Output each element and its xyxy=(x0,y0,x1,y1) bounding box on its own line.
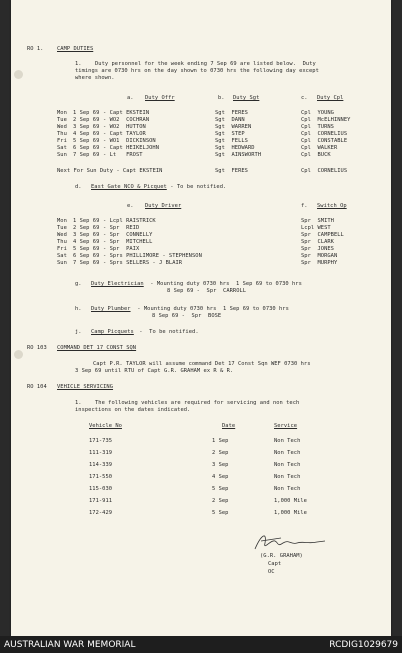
item-letter: j. xyxy=(75,329,82,335)
day: Mon xyxy=(57,218,67,224)
day: Wed xyxy=(57,232,67,238)
handwritten-signature xyxy=(251,529,331,555)
archive-name: AUSTRALIAN WAR MEMORIAL xyxy=(4,640,136,650)
col-head-switch-op: Switch Op xyxy=(317,203,347,209)
camp-picquets-title: Camp Picquets xyxy=(91,329,134,335)
date: 4 Sep 69 xyxy=(73,239,100,245)
switch-op: Lcpl WEST xyxy=(301,225,331,231)
date: 2 Sep xyxy=(212,498,229,504)
ro103-title: COMMAND DET 17 CONST SQN xyxy=(57,345,137,351)
date: 5 Sep 69 xyxy=(73,138,100,144)
ro103-number: RO 103 xyxy=(27,345,47,351)
switch-op: Spr SMITH xyxy=(301,218,334,224)
ro104-number: RO 104 xyxy=(27,384,47,390)
date: 3 Sep xyxy=(212,462,229,468)
para-text: where shown. xyxy=(75,75,115,81)
duty-sgt: Sgt DANN xyxy=(215,117,245,123)
duty-sgt: Sgt STEP xyxy=(215,131,245,137)
item-letter: h. xyxy=(75,306,82,312)
service: Non Tech xyxy=(274,450,301,456)
date: 6 Sep 69 xyxy=(73,145,100,151)
ro103-text: 3 Sep 69 until RTU of Capt G.R. GRAHAM ex R & R. xyxy=(75,368,234,374)
day: Sun xyxy=(57,260,67,266)
col-letter: c. xyxy=(301,95,308,101)
duty-driver: - Spr MITCHELL xyxy=(103,239,153,245)
vehicle-no: 114-339 xyxy=(89,462,113,468)
date: 3 Sep 69 xyxy=(73,232,100,238)
ro1-title: CAMP DUTIES xyxy=(57,46,94,52)
punch-hole xyxy=(14,70,23,79)
duty-sgt: Sgt FELLS xyxy=(215,138,248,144)
duty-plumber-title: Duty Plumber xyxy=(91,306,131,312)
duty-cpl: Cpl TURNS xyxy=(301,124,334,130)
date: 2 Sep xyxy=(212,450,229,456)
duty-offr: - Capt TAYLOR xyxy=(103,131,146,137)
vehicle-no: 171-550 xyxy=(89,474,113,480)
ro104-text: inspections on the dates indicated. xyxy=(75,407,191,413)
date: 4 Sep 69 xyxy=(73,131,100,137)
duty-electrician-title: Duty Electrician xyxy=(91,281,144,287)
archive-id: RCDIG1029679 xyxy=(329,640,398,650)
service: Non Tech xyxy=(274,438,301,444)
col-head-duty-cpl: Duty Cpl xyxy=(317,95,344,101)
vehicle-no: 115-030 xyxy=(89,486,113,492)
date: 1 Sep xyxy=(212,438,229,444)
duty-sgt: Sgt HEDWARD xyxy=(215,145,255,151)
date: 2 Sep 69 xyxy=(73,225,100,231)
vehicle-no: 171-735 xyxy=(89,438,113,444)
col-letter: f. xyxy=(301,203,308,209)
duty-plumber-text: 8 Sep 69 - Spr BOSE xyxy=(152,313,222,319)
duty-cpl: Cpl YOUNG xyxy=(301,110,334,116)
next-sun-duty: Next For Sun Duty - Capt EKSTEIN xyxy=(57,168,163,174)
day: Fri xyxy=(57,246,67,252)
duty-driver: - Sprs PHILLIMORE - STEPHENSON xyxy=(103,253,202,259)
ro103-text: Capt P.R. TAYLOR will assume command Det 17 Const Sqn WEF 0730 hrs xyxy=(93,361,311,367)
para-text: Duty personnel for the week ending 7 Sep 69 are listed below. Duty xyxy=(95,61,316,67)
ro104-text: The following vehicles are required for servicing and non tech xyxy=(95,400,300,406)
day: Wed xyxy=(57,124,67,130)
signatory-role: OC xyxy=(268,569,275,575)
item-letter: d. xyxy=(75,184,82,190)
service: Non Tech xyxy=(274,486,301,492)
next-sun-sgt: Sgt FERES xyxy=(215,168,248,174)
date: 2 Sep 69 xyxy=(73,117,100,123)
vehicle-no: 111-319 xyxy=(89,450,113,456)
date: 6 Sep 69 xyxy=(73,253,100,259)
ro1-number: RO 1. xyxy=(27,46,44,52)
duty-offr: - Capt EKSTEIN xyxy=(103,110,150,116)
duty-cpl: Cpl CONSTABLE xyxy=(301,138,348,144)
duty-driver: - Spr CONNELLY xyxy=(103,232,153,238)
switch-op: Spr CAMPBELL xyxy=(301,232,344,238)
day: Sat xyxy=(57,253,67,259)
day: Thu xyxy=(57,131,67,137)
document-page xyxy=(11,0,391,636)
day: Thu xyxy=(57,239,67,245)
duty-sgt: Sgt WARREN xyxy=(215,124,252,130)
duty-offr: - WO1 DICKINSON xyxy=(103,138,156,144)
signatory-rank: Capt xyxy=(268,561,282,567)
col-letter: a. xyxy=(127,95,134,101)
duty-offr: - Capt HEIKELJOHN xyxy=(103,145,160,151)
switch-op: Spr MURPHY xyxy=(301,260,338,266)
para-number: 1. xyxy=(75,61,82,67)
duty-plumber-text: - Mounting duty 0730 hrs 1 Sep 69 to 0730 hrs xyxy=(134,306,289,312)
col-letter: e. xyxy=(127,203,134,209)
day: Sun xyxy=(57,152,67,158)
service: 1,000 Mile xyxy=(274,498,307,504)
date: 3 Sep 69 xyxy=(73,124,100,130)
switch-op: Spr JONES xyxy=(301,246,334,252)
camp-picquets-text: - To be notified. xyxy=(136,329,199,335)
duty-sgt: Sgt FERES xyxy=(215,110,248,116)
east-gate-title: East Gate NCO & Picquet xyxy=(91,184,167,190)
signatory-name: (G.R. GRAHAM) xyxy=(260,553,303,559)
duty-offr: - Lt FROST xyxy=(103,152,143,158)
para-text: timings are 0730 hrs on the day shown to 0730 hrs the following day except xyxy=(75,68,319,74)
duty-cpl: Cpl WALKER xyxy=(301,145,338,151)
date: 1 Sep 69 xyxy=(73,110,100,116)
item-letter: g. xyxy=(75,281,82,287)
date: 5 Sep xyxy=(212,510,229,516)
col-head-duty-driver: Duty Driver xyxy=(145,203,182,209)
duty-electrician-text: - Mounting duty 0730 hrs 1 Sep 69 to 0730 hrs xyxy=(147,281,302,287)
date: 7 Sep 69 xyxy=(73,260,100,266)
day: Tue xyxy=(57,225,67,231)
col-head-duty-sgt: Duty Sgt xyxy=(233,95,260,101)
duty-offr: - WO2 HUTTON xyxy=(103,124,146,130)
archive-footer xyxy=(0,636,402,653)
col-head-service: Service xyxy=(274,423,298,429)
day: Fri xyxy=(57,138,67,144)
next-sun-cpl: Cpl CORNELIUS xyxy=(301,168,348,174)
duty-driver: - Sprs SELLERS - J BLAIR xyxy=(103,260,183,266)
service: Non Tech xyxy=(274,462,301,468)
duty-cpl: Cpl CORNELIUS xyxy=(301,131,348,137)
date: 5 Sep xyxy=(212,486,229,492)
duty-offr: - WO2 COCHRAN xyxy=(103,117,150,123)
date: 7 Sep 69 xyxy=(73,152,100,158)
duty-electrician-text: 8 Sep 69 - Spr CARROLL xyxy=(167,288,247,294)
col-head-duty-offr: Duty Offr xyxy=(145,95,175,101)
day: Mon xyxy=(57,110,67,116)
day: Tue xyxy=(57,117,67,123)
day: Sat xyxy=(57,145,67,151)
duty-cpl: Cpl BUCK xyxy=(301,152,331,158)
col-head-date: Date xyxy=(222,423,236,429)
duty-cpl: Cpl McELHINNEY xyxy=(301,117,351,123)
duty-sgt: Sgt AINSWORTH xyxy=(215,152,262,158)
para-number: 1. xyxy=(75,400,82,406)
date: 1 Sep 69 xyxy=(73,218,100,224)
switch-op: Spr MORGAN xyxy=(301,253,338,259)
duty-driver: - Lcpl RAISTRICK xyxy=(103,218,156,224)
col-head-vehicle-no: Vehicle No xyxy=(89,423,122,429)
service: 1,000 Mile xyxy=(274,510,307,516)
date: 5 Sep 69 xyxy=(73,246,100,252)
duty-driver: - Spr PAIX xyxy=(103,246,140,252)
ro104-title: VEHICLE SERVICING xyxy=(57,384,114,390)
date: 4 Sep xyxy=(212,474,229,480)
duty-driver: - Spr REID xyxy=(103,225,140,231)
punch-hole xyxy=(14,350,23,359)
vehicle-no: 171-911 xyxy=(89,498,113,504)
switch-op: Spr CLARK xyxy=(301,239,334,245)
service: Non Tech xyxy=(274,474,301,480)
vehicle-no: 172-429 xyxy=(89,510,113,516)
east-gate-text: - To be notified. xyxy=(167,184,227,190)
col-letter: b. xyxy=(218,95,225,101)
